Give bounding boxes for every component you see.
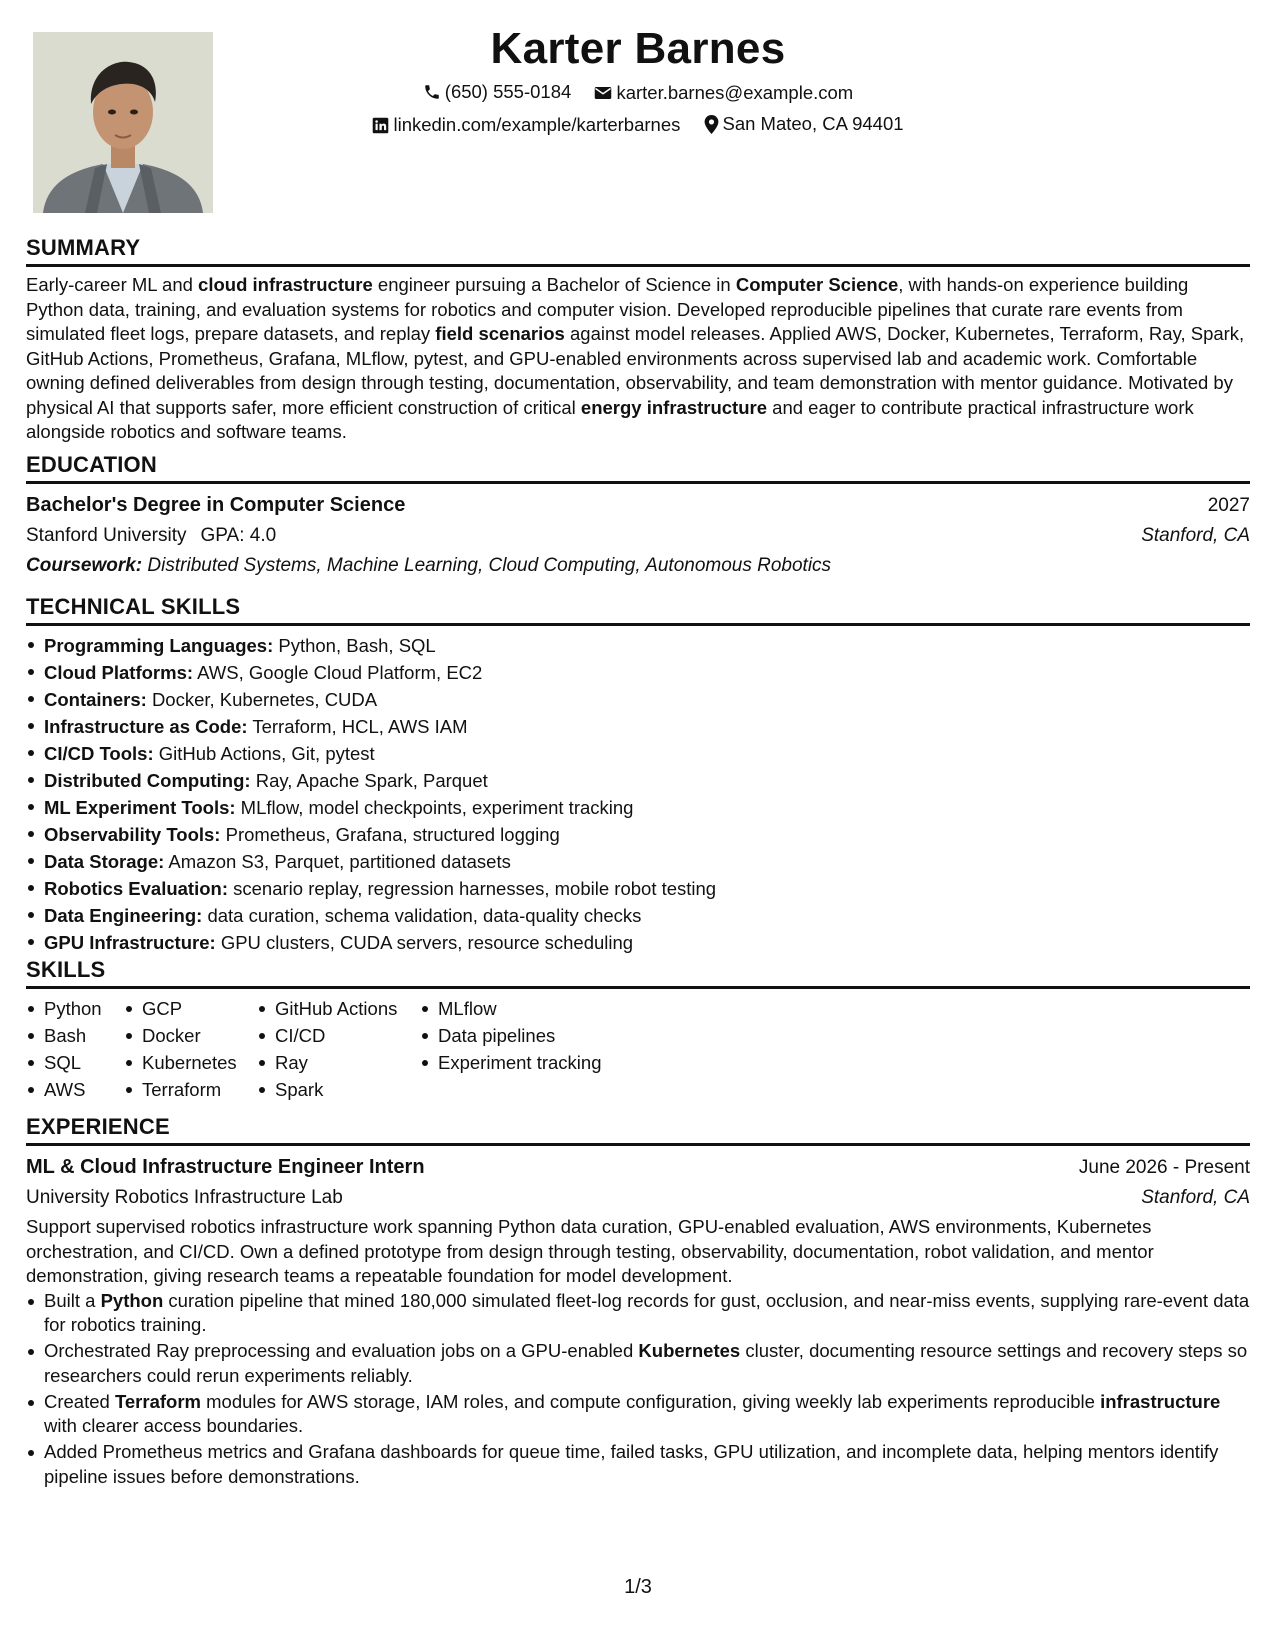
skill-category-values: Ray, Apache Spark, Parquet bbox=[255, 770, 488, 791]
education-section bbox=[26, 450, 1250, 581]
resume-page bbox=[26, 0, 1250, 1650]
technical-skill-item bbox=[44, 740, 1250, 767]
experience-bullets bbox=[26, 1289, 1250, 1490]
skill-item: Terraform bbox=[142, 1076, 275, 1103]
degree-title: Bachelor's Degree in Computer Science bbox=[26, 494, 406, 516]
experience-section bbox=[26, 1112, 1250, 1491]
skill-item: Spark bbox=[275, 1076, 438, 1103]
location-text: San Mateo, CA 94401 bbox=[722, 113, 904, 134]
technical-skill-item bbox=[44, 929, 1250, 956]
skill-item: CI/CD bbox=[275, 1022, 438, 1049]
experience-header-row bbox=[26, 1152, 1250, 1183]
skills-column bbox=[438, 995, 638, 1103]
text-run: Built a bbox=[44, 1289, 101, 1311]
summary-section bbox=[26, 233, 1250, 445]
technical-skills-list bbox=[26, 632, 1250, 956]
emphasis-text: Terraform bbox=[114, 1390, 201, 1412]
coursework-line bbox=[26, 551, 1250, 581]
education-sub-row bbox=[26, 521, 1250, 551]
technical-skill-item bbox=[44, 875, 1250, 902]
graduation-year: 2027 bbox=[1207, 495, 1250, 516]
text-run: Added Prometheus metrics and Grafana dashboards for queue time, failed tasks, GPU utilization, and incomplete data, helping mentors identify pipeline issues before demonstrations. bbox=[44, 1441, 1219, 1487]
contact-row-2 bbox=[26, 112, 1250, 140]
skill-category-label: Data Engineering: bbox=[44, 905, 203, 926]
text-run: Created bbox=[44, 1390, 115, 1412]
text-run: cluster, documenting resource settings and recovery steps so researchers could rerun experiments reliably. bbox=[44, 1340, 1248, 1386]
education-header-row bbox=[26, 490, 1250, 521]
technical-skill-item bbox=[44, 632, 1250, 659]
emphasis-text: energy infrastructure bbox=[580, 396, 768, 418]
text-run: and eager to contribute practical infrastructure work alongside robotics and software teams. bbox=[26, 396, 1194, 442]
coursework-list: Distributed Systems, Machine Learning, Cloud Computing, Autonomous Robotics bbox=[147, 555, 832, 576]
skill-category-label: Robotics Evaluation: bbox=[44, 878, 228, 899]
skill-item: Data pipelines bbox=[438, 1022, 638, 1049]
technical-skill-item bbox=[44, 713, 1250, 740]
skill-category-label: Infrastructure as Code: bbox=[44, 716, 248, 737]
text-run: Early-career ML and bbox=[26, 274, 199, 295]
experience-bullet bbox=[44, 1440, 1250, 1489]
text-run: with clearer access boundaries. bbox=[44, 1415, 304, 1436]
emphasis-text: Kubernetes bbox=[638, 1340, 741, 1361]
text-run: engineer pursuing a Bachelor of Science in bbox=[372, 274, 736, 295]
skill-item: Experiment tracking bbox=[438, 1049, 638, 1076]
text-run: curation pipeline that mined 180,000 simulated fleet-log records for gust, occlusion, and near-miss events, supplying rare-event data for robotics training. bbox=[44, 1289, 1250, 1335]
school-location: Stanford, CA bbox=[1141, 525, 1250, 546]
job-description: Support supervised robotics infrastructure work spanning Python data curation, GPU-enabled evaluation, AWS environments, Kubernetes orchestration, and CI/CD. Own a defined prototype from design through testing, observability, documentation, robot validation, and mentor demonstration, giving research teams a repeatable foundation for model development. bbox=[26, 1216, 1154, 1286]
candidate-name: Karter Barnes bbox=[490, 24, 786, 73]
skills-grid bbox=[26, 995, 1250, 1103]
linkedin-icon bbox=[372, 117, 389, 134]
technical-skills-section bbox=[26, 592, 1250, 956]
contact-location bbox=[704, 112, 904, 136]
skill-item: Python bbox=[44, 995, 142, 1022]
text-run: against model releases. Applied AWS, Docker, Kubernetes, Terraform, Ray, Spark, GitHub Actions, Prometheus, Grafana, MLflow, pytest, and GPU-enabled environments across supervised lab and academic work. Comfortable owning defined deliverables from design through testing, documentation, observability, and team demonstration with mentor guidance. Motivated by physical AI that supports safer, more efficient construction of critical bbox=[26, 323, 1245, 418]
skill-category-values: Amazon S3, Parquet, partitioned datasets bbox=[168, 851, 511, 872]
section-title-education: EDUCATION bbox=[26, 450, 1250, 484]
skill-category-label: Programming Languages: bbox=[44, 635, 274, 656]
page-number: 1/3 bbox=[624, 1576, 652, 1598]
technical-skill-item bbox=[44, 794, 1250, 821]
text-run: , with hands-on experience building Python data, training, and evaluation systems for robotics and computer vision. Developed reproducible pipelines that curate rare events from simulated fleet logs, prepare datasets, and replay bbox=[26, 274, 1189, 344]
emphasis-text: Computer Science bbox=[735, 274, 899, 295]
organization: University Robotics Infrastructure Lab bbox=[26, 1187, 343, 1208]
skill-category-label: Containers: bbox=[44, 689, 147, 710]
map-pin-icon bbox=[704, 115, 719, 134]
skill-category-label: Cloud Platforms: bbox=[44, 662, 194, 683]
technical-skill-item bbox=[44, 686, 1250, 713]
contact-linkedin[interactable] bbox=[372, 113, 680, 137]
skill-item: Ray bbox=[275, 1049, 438, 1076]
skills-column bbox=[142, 995, 275, 1103]
skill-item: AWS bbox=[44, 1076, 142, 1103]
emphasis-text: Python bbox=[100, 1289, 164, 1311]
section-title-summary: SUMMARY bbox=[26, 233, 1250, 267]
email-text: karter.barnes@example.com bbox=[616, 82, 854, 103]
section-title-experience: EXPERIENCE bbox=[26, 1112, 1250, 1146]
section-title-skills: SKILLS bbox=[26, 955, 1250, 989]
skill-category-values: AWS, Google Cloud Platform, EC2 bbox=[197, 662, 483, 683]
emphasis-text: infrastructure bbox=[1100, 1390, 1221, 1412]
emphasis-text: cloud infrastructure bbox=[198, 274, 373, 295]
phone-icon bbox=[423, 83, 441, 101]
skill-category-label: GPU Infrastructure: bbox=[44, 932, 216, 953]
linkedin-text: linkedin.com/example/karterbarnes bbox=[393, 114, 681, 135]
skill-category-values: Terraform, HCL, AWS IAM bbox=[252, 716, 468, 737]
skills-column bbox=[275, 995, 438, 1103]
job-location: Stanford, CA bbox=[1141, 1187, 1250, 1208]
skill-category-values: Python, Bash, SQL bbox=[278, 635, 436, 656]
job-dates: June 2026 - Present bbox=[1078, 1157, 1250, 1178]
section-title-technical-skills: TECHNICAL SKILLS bbox=[26, 592, 1250, 626]
technical-skill-item bbox=[44, 848, 1250, 875]
skill-category-values: MLflow, model checkpoints, experiment tracking bbox=[240, 797, 634, 818]
experience-sub-row bbox=[26, 1183, 1250, 1213]
contact-row-1 bbox=[26, 80, 1250, 107]
skill-item: MLflow bbox=[438, 995, 638, 1022]
experience-bullet bbox=[44, 1390, 1250, 1439]
skill-item: GitHub Actions bbox=[275, 995, 438, 1022]
skill-category-label: ML Experiment Tools: bbox=[44, 797, 236, 818]
technical-skill-item bbox=[44, 821, 1250, 848]
experience-bullet bbox=[44, 1339, 1250, 1388]
technical-skill-item bbox=[44, 902, 1250, 929]
school-line bbox=[26, 521, 276, 551]
skill-category-label: Distributed Computing: bbox=[44, 770, 251, 791]
skill-category-values: GPU clusters, CUDA servers, resource scheduling bbox=[220, 932, 634, 953]
coursework-label: Coursework: bbox=[26, 555, 143, 576]
experience-bullet bbox=[44, 1289, 1250, 1338]
phone-text: (650) 555-0184 bbox=[444, 81, 572, 102]
skill-category-values: data curation, schema validation, data-quality checks bbox=[207, 905, 642, 926]
envelope-icon bbox=[594, 85, 612, 101]
text-run: Orchestrated Ray preprocessing and evaluation jobs on a GPU-enabled bbox=[44, 1340, 639, 1361]
technical-skill-item bbox=[44, 659, 1250, 686]
skill-category-label: Data Storage: bbox=[44, 851, 165, 872]
skill-category-values: Docker, Kubernetes, CUDA bbox=[151, 689, 378, 710]
gpa: GPA: 4.0 bbox=[200, 525, 277, 546]
skill-item: GCP bbox=[142, 995, 275, 1022]
contact-email[interactable] bbox=[594, 81, 853, 105]
emphasis-text: field scenarios bbox=[435, 323, 565, 344]
job-title: ML & Cloud Infrastructure Engineer Intern bbox=[26, 1156, 425, 1178]
skill-item: Bash bbox=[44, 1022, 142, 1049]
summary-text bbox=[26, 273, 1250, 445]
skill-item: Docker bbox=[142, 1022, 275, 1049]
skills-section bbox=[26, 955, 1250, 1103]
text-run: modules for AWS storage, IAM roles, and compute configuration, giving weekly lab experiments reproducible bbox=[200, 1390, 1101, 1412]
skill-category-values: GitHub Actions, Git, pytest bbox=[158, 743, 375, 764]
technical-skill-item bbox=[44, 767, 1250, 794]
skill-category-label: Observability Tools: bbox=[44, 824, 221, 845]
school-name: Stanford University bbox=[26, 525, 187, 546]
skill-item: SQL bbox=[44, 1049, 142, 1076]
skill-item: Kubernetes bbox=[142, 1049, 275, 1076]
skill-category-values: scenario replay, regression harnesses, mobile robot testing bbox=[233, 878, 717, 899]
skill-category-values: Prometheus, Grafana, structured logging bbox=[225, 824, 560, 845]
contact-phone bbox=[423, 80, 572, 104]
skill-category-label: CI/CD Tools: bbox=[44, 743, 154, 764]
